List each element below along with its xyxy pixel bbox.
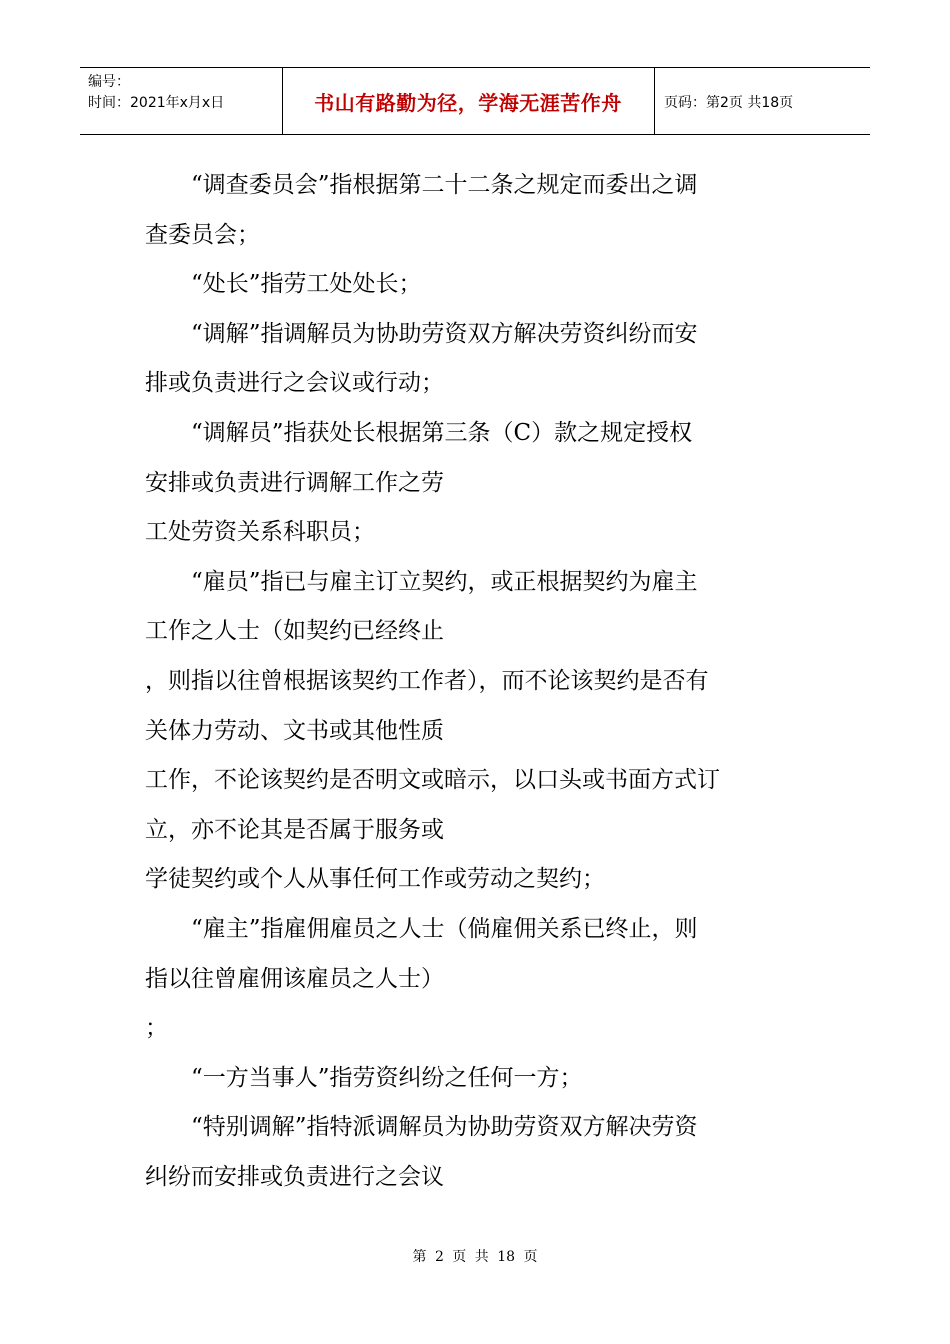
text-line: 指以往曾雇佣该雇员之人士） [145,965,444,992]
page-footer: 第 2 页 共 18 页 [412,1249,538,1265]
text-line: “处长”指劳工处处长； [191,271,422,298]
text-line: “雇主”指雇佣雇员之人士（倘雇佣关系已终止，则 [191,915,698,942]
document-body [145,161,795,1202]
header-divider-right [654,68,655,135]
text-line: 工处劳资关系科职员； [145,519,375,546]
text-line: “调解”指调解员为协助劳资双方解决劳资纠纷而安 [191,320,698,347]
text-line: “特别调解”指特派调解员为协助劳资双方解决劳资 [191,1114,698,1141]
header-page-info: 页码：第2页 共18页 [664,94,794,111]
header-motto: 书山有路勤为径，学海无涯苦作舟 [314,91,622,115]
text-line: “一方当事人”指劳资纠纷之任何一方； [191,1064,583,1091]
text-line: 安排或负责进行调解工作之劳 [145,469,444,496]
text-line: 工作，不论该契约是否明文或暗示，以口头或书面方式订 [145,767,720,794]
header-meta [88,72,224,114]
page-header [80,67,870,135]
text-line: 查委员会； [145,221,260,248]
text-line: ； [145,1015,168,1042]
text-line: 工作之人士（如契约已经终止 [145,618,444,645]
text-line: “雇员”指已与雇主订立契约，或正根据契约为雇主 [191,568,698,595]
text-line: 排或负责进行之会议或行动； [145,370,444,397]
text-line: 学徒契约或个人从事任何工作或劳动之契约； [145,866,605,893]
text-line: 立，亦不论其是否属于服务或 [145,816,444,843]
time-label: 时间：2021年x月x日 [88,95,225,111]
text-line: ，则指以往曾根据该契约工作者），而不论该契约是否有 [145,667,709,694]
text-line: 关体力劳动、文书或其他性质 [145,717,444,744]
text-line: “调解员”指获处长根据第三条（C）款之规定授权 [191,419,693,446]
text-line: “调查委员会”指根据第二十二条之规定而委出之调 [191,172,698,198]
text-line: 纠纷而安排或负责进行之会议 [145,1163,444,1190]
number-label: 编号： [88,74,130,90]
